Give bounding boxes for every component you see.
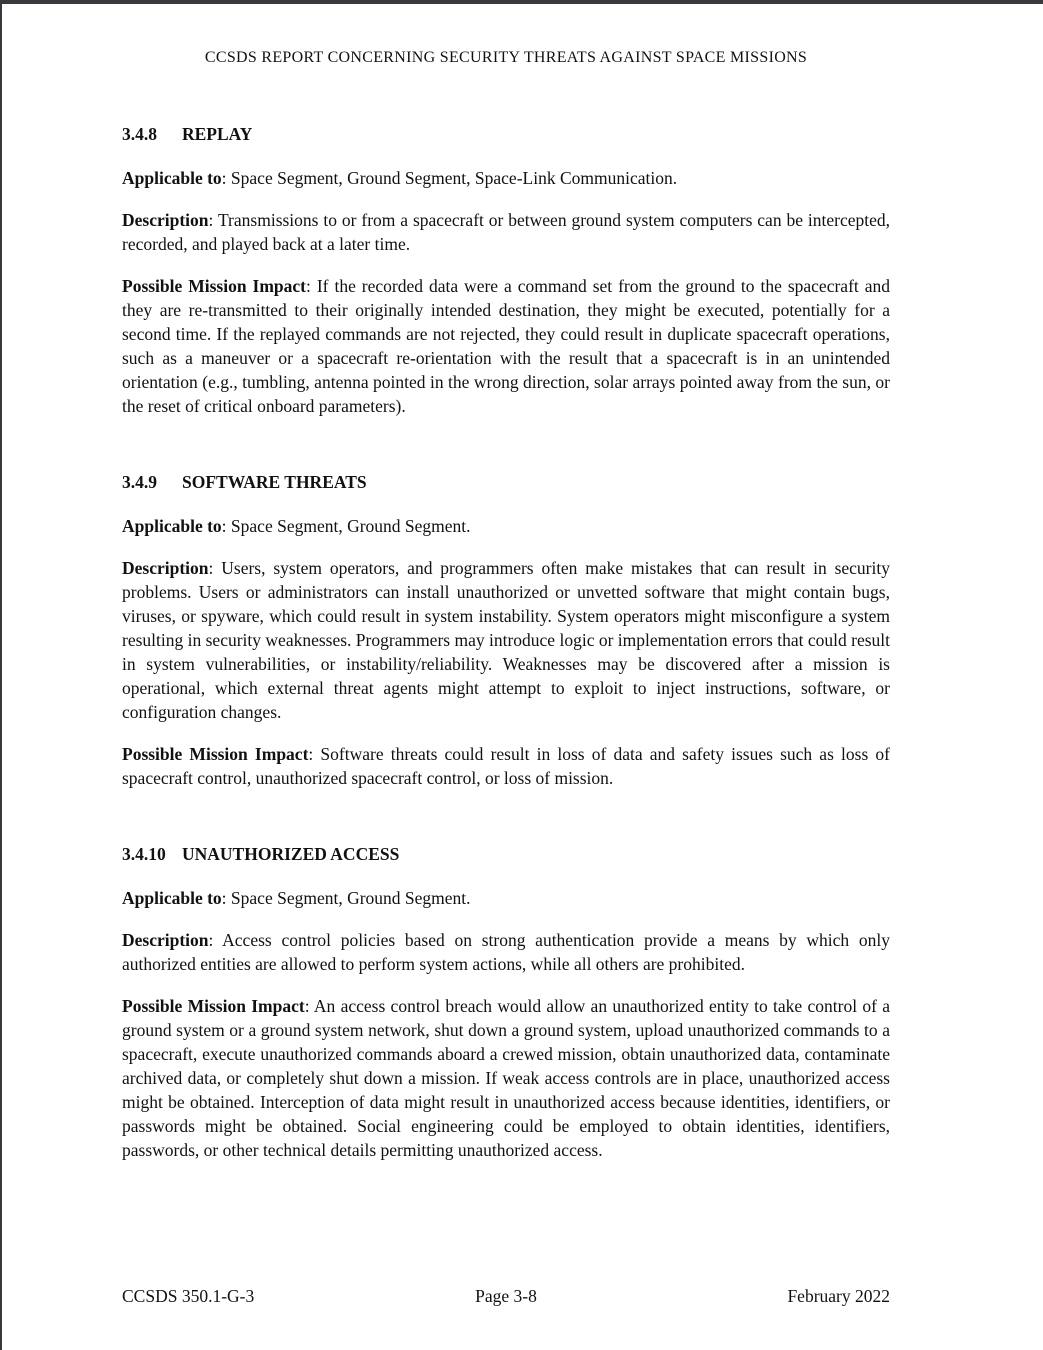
paragraph-label: Possible Mission Impact bbox=[122, 744, 309, 764]
section-title: SOFTWARE THREATS bbox=[182, 472, 367, 492]
section-replay bbox=[122, 122, 890, 418]
paragraph-label: Description bbox=[122, 930, 209, 950]
paragraph-label: Applicable to bbox=[122, 516, 222, 536]
label-separator: : bbox=[304, 996, 314, 1016]
paragraph-text: Software threats could result in loss of data and safety issues such as loss of spacecraft control, unauthorized spacecraft control, or loss of mission. bbox=[122, 744, 890, 788]
section-unauthorized-access bbox=[122, 842, 890, 1162]
running-header: CCSDS REPORT CONCERNING SECURITY THREATS AGAINST SPACE MISSIONS bbox=[204, 49, 808, 66]
paragraph-mission-impact bbox=[122, 274, 890, 418]
paragraph-text: Space Segment, Ground Segment, Space-Link Communication. bbox=[230, 168, 678, 188]
page-content bbox=[122, 0, 890, 1180]
paragraph-label: Description bbox=[122, 210, 209, 230]
paragraph-mission-impact bbox=[122, 994, 890, 1162]
section-title: REPLAY bbox=[182, 124, 253, 144]
paragraph-text: Space Segment, Ground Segment. bbox=[230, 888, 471, 908]
section-heading bbox=[122, 470, 890, 494]
paragraph-description bbox=[122, 208, 890, 256]
paragraph-text: Space Segment, Ground Segment. bbox=[230, 516, 471, 536]
paragraph-label: Possible Mission Impact bbox=[122, 996, 305, 1016]
paragraph-applicable-to bbox=[122, 886, 890, 910]
paragraph-text: Access control policies based on strong authentication provide a means by which only authorized entities are allowed to perform system actions, while all others are prohibited. bbox=[122, 930, 890, 974]
paragraph-text: If the recorded data were a command set from the ground to the spacecraft and they are re-transmitted to their originally intended destination, they might be executed, potentially for a second time. If the replayed commands are not rejected, they could result in duplicate spacecraft operations, such as a maneuver or a spacecraft re-orientation with the result that a spacecraft is in an unintended orientation (e.g., tumbling, antenna pointed in the wrong direction, solar arrays pointed away from the sun, or the reset of critical onboard parameters). bbox=[122, 276, 890, 416]
paragraph-label: Applicable to bbox=[122, 888, 222, 908]
label-separator: : bbox=[208, 558, 222, 578]
label-separator: : bbox=[221, 168, 231, 188]
paragraph-applicable-to bbox=[122, 166, 890, 190]
paragraph-label: Applicable to bbox=[122, 168, 222, 188]
paragraph-mission-impact bbox=[122, 742, 890, 790]
page-left-edge-line bbox=[0, 0, 2, 1350]
label-separator: : bbox=[221, 888, 231, 908]
footer-date: February 2022 bbox=[787, 1286, 890, 1306]
label-separator: : bbox=[308, 744, 321, 764]
section-number: 3.4.9 bbox=[122, 472, 157, 492]
footer-document-number: CCSDS 350.1-G-3 bbox=[122, 1286, 255, 1306]
label-separator: : bbox=[208, 930, 223, 950]
section-heading bbox=[122, 842, 890, 866]
section-number: 3.4.8 bbox=[122, 124, 157, 144]
paragraph-label: Description bbox=[122, 558, 209, 578]
paragraph-text: An access control breach would allow an unauthorized entity to take control of a ground system or a ground system network, shut down a ground system, upload unauthorized commands to a spacecraft, execute unauthorized commands aboard a crewed mission, obtain unauthorized data, contaminate archived data, or completely shut down a mission. If weak access controls are in place, unauthorized access might be obtained. Interception of data might result in unauthorized access because identities, identifiers, or passwords might be obtained. Social engineering could be employed to obtain identities, identifiers, passwords, or other technical details permitting unauthorized access. bbox=[122, 996, 890, 1160]
paragraph-text: Transmissions to or from a spacecraft or between ground system computers can be intercepted, recorded, and played back at a later time. bbox=[122, 210, 890, 254]
section-software-threats bbox=[122, 470, 890, 790]
label-separator: : bbox=[306, 276, 317, 296]
label-separator: : bbox=[221, 516, 231, 536]
paragraph-applicable-to bbox=[122, 514, 890, 538]
section-title: UNAUTHORIZED ACCESS bbox=[182, 844, 400, 864]
section-number: 3.4.10 bbox=[122, 844, 166, 864]
paragraph-text: Users, system operators, and programmers often make mistakes that can result in security problems. Users or administrators can install unauthorized or unvetted software that might contain bugs, viruses, or spyware, which could result in system instability. System operators might misconfigure a system resulting in security weaknesses. Programmers may introduce logic or implementation errors that could result in system vulnerabilities, or instability/reliability. Weaknesses may be discovered after a mission is operational, which external threat agents might attempt to exploit to inject instructions, software, or configuration changes. bbox=[122, 558, 890, 722]
paragraph-label: Possible Mission Impact bbox=[122, 276, 307, 296]
paragraph-description bbox=[122, 928, 890, 976]
paragraph-description bbox=[122, 556, 890, 724]
section-heading bbox=[122, 122, 890, 146]
page-footer bbox=[122, 1284, 890, 1308]
footer-page-number: Page 3-8 bbox=[475, 1286, 537, 1306]
label-separator: : bbox=[208, 210, 218, 230]
